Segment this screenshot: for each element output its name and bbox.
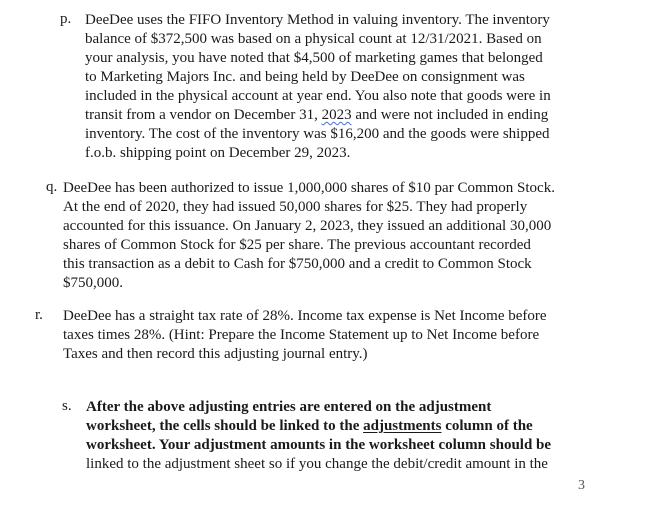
spellcheck-squiggle-word: 2023	[321, 107, 352, 123]
text-line: shares of Common Stock for $25 per share. The previous accountant recorded	[63, 237, 531, 253]
text-segment: worksheet, the cells should be linked to the	[86, 418, 364, 434]
text-line: to Marketing Majors Inc. and being held by DeeDee on consignment was	[85, 69, 525, 85]
text-line: DeeDee uses the FIFO Inventory Method in valuing inventory. The inventory	[85, 12, 550, 28]
item-marker: q.	[46, 179, 58, 195]
text-line	[85, 106, 548, 125]
text-line: f.o.b. shipping point on December 29, 2023.	[85, 145, 351, 161]
text-segment: column of the	[441, 418, 533, 434]
text-line: accounted for this issuance. On January 2, 2023, they issued an additional 30,000	[63, 218, 552, 234]
text-line	[86, 436, 551, 455]
text-line: inventory. The cost of the inventory was $16,200 and the goods were shipped	[85, 126, 550, 142]
item-marker: s.	[62, 398, 72, 414]
text-line: taxes times 28%. (Hint: Prepare the Income Statement up to Net Income before	[63, 327, 540, 343]
text-segment: and were not included in ending	[351, 107, 549, 123]
text-line: DeeDee has been authorized to issue 1,000,000 shares of $10 par Common Stock.	[63, 180, 555, 196]
text-line: DeeDee has a straight tax rate of 28%. Income tax expense is Net Income before	[63, 308, 547, 324]
page-number: 3	[578, 478, 585, 493]
underlined-word: adjustments	[363, 418, 442, 434]
text-segment: worksheet. Your adjustment amounts in the worksheet column should be	[86, 437, 552, 453]
item-marker: p.	[60, 11, 72, 27]
text-line: $750,000.	[63, 275, 123, 291]
text-line: Taxes and then record this adjusting journal entry.)	[63, 346, 368, 362]
text-line: After the above adjusting entries are entered on the adjustment	[86, 399, 492, 415]
item-marker: r.	[35, 307, 43, 323]
text-line: linked to the adjustment sheet so if you change the debit/credit amount in the	[86, 456, 548, 472]
text-segment: transit from a vendor on December 31,	[85, 107, 322, 123]
text-line: balance of $372,500 was based on a physical count at 12/31/2021. Based on	[85, 31, 542, 47]
text-line	[86, 417, 533, 436]
text-line: your analysis, you have noted that $4,500 of marketing games that belonged	[85, 50, 543, 66]
text-line: At the end of 2020, they had issued 50,000 shares for $25. They had properly	[63, 199, 528, 215]
text-line: this transaction as a debit to Cash for $750,000 and a credit to Common Stock	[63, 256, 532, 272]
text-line: included in the physical account at year end. You also note that goods were in	[85, 88, 551, 104]
